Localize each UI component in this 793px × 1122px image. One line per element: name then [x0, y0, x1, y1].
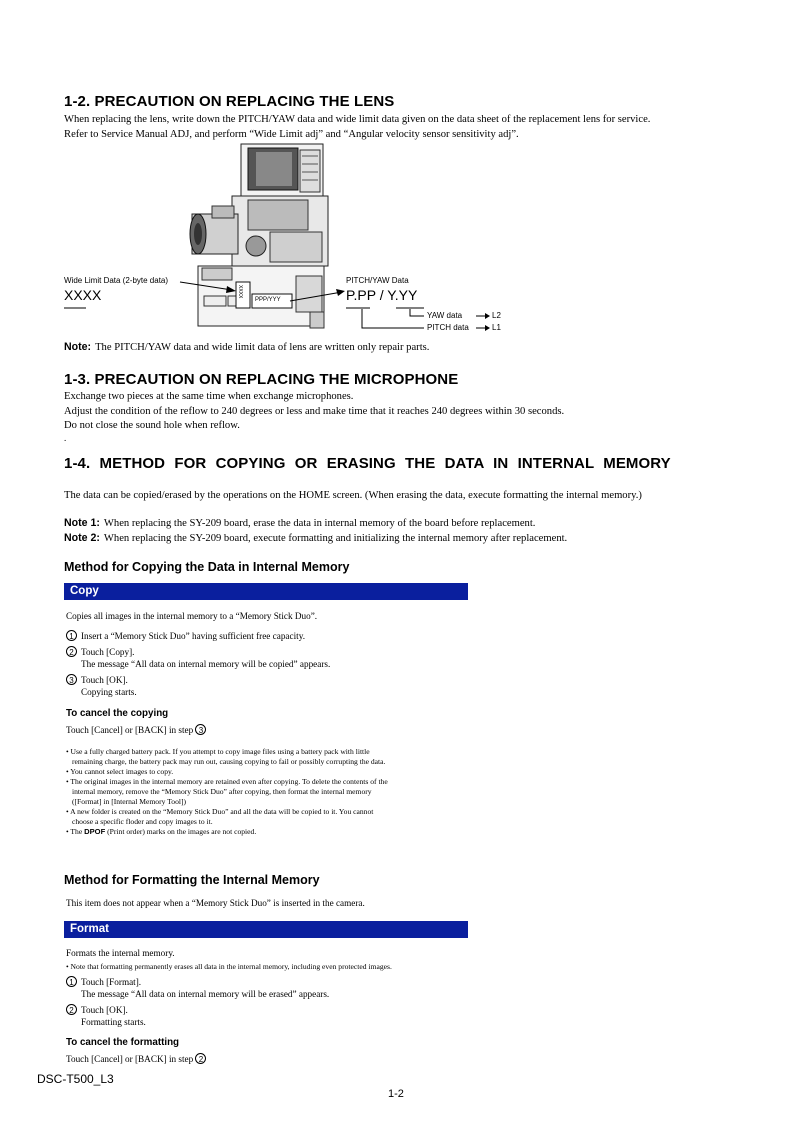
format-cancel-heading: To cancel the formatting — [66, 1037, 180, 1048]
internal-memory-intro: The data can be copied/erased by the operations on the HOME screen. (When erasing the data, execute formatting the internal memory.) — [64, 490, 642, 501]
format-bar: Format — [64, 921, 468, 938]
copy-description: Copies all images in the internal memory to a “Memory Stick Duo”. — [66, 611, 318, 621]
dpof-post: (Print order) marks on the images are not copied. — [105, 827, 257, 836]
format-step-1 — [66, 976, 329, 1000]
step-text: Touch [Copy]. — [81, 647, 135, 657]
step-subtext: Formatting starts. — [81, 1017, 146, 1027]
mic-line-1: Exchange two pieces at the same time when exchange microphones. — [64, 391, 354, 402]
copy-method-heading: Method for Copying the Data in Internal Memory — [64, 560, 350, 574]
copy-step-1 — [66, 630, 305, 642]
copy-note-line: ([Format] in [Internal Memory Tool]) — [72, 797, 187, 806]
mic-line-3: Do not close the sound hole when reflow. — [64, 420, 240, 431]
format-step-2 — [66, 1004, 146, 1028]
page-number: 1-2 — [388, 1088, 404, 1100]
step-text: Touch [OK]. — [81, 675, 128, 685]
copy-step-3 — [66, 674, 137, 698]
lens-note — [64, 341, 429, 353]
copy-note-line: • You cannot select images to copy. — [66, 767, 174, 776]
step-number: 3 — [66, 674, 77, 685]
cancel-text: Touch [Cancel] or [BACK] in step — [66, 1054, 194, 1064]
pitch-yaw-label: PITCH/YAW Data — [346, 276, 409, 285]
sticker-vertical-text: XXXX — [237, 285, 243, 299]
copy-note-line: • Use a fully charged battery pack. If you attempt to copy image files using a battery pack with little — [66, 747, 370, 756]
pitch-data-label: PITCH data — [427, 323, 469, 332]
step-text: Insert a “Memory Stick Duo” having sufficient free capacity. — [81, 631, 305, 641]
copy-note-line: • The original images in the internal memory are retained even after copying. To delete the contents of the — [66, 777, 388, 786]
dpof-pre: • The — [66, 827, 85, 836]
pitch-yaw-value: P.PP / Y.YY — [346, 287, 418, 303]
note-1-label: Note 1: — [64, 517, 100, 529]
note-2-text: When replacing the SY-209 board, execute formatting and initializing the internal memory after replacement. — [103, 533, 568, 544]
lens-note-text: The PITCH/YAW data and wide limit data of lens are written only repair parts. — [95, 342, 430, 353]
note-2-label: Note 2: — [64, 532, 100, 544]
sticker-label: PPP/YYY — [255, 297, 281, 303]
lens-note-label: Note: — [64, 341, 92, 353]
copy-cancel-heading: To cancel the copying — [66, 708, 169, 719]
yaw-dest-label: L2 — [492, 311, 501, 320]
copy-note-line: • A new folder is created on the “Memory Stick Duo” and all the data will be copied to it. You cannot — [66, 807, 374, 816]
format-note: • Note that formatting permanently erases all data in the internal memory, including even protected images. — [66, 962, 392, 971]
step-text: Touch [OK]. — [81, 1005, 128, 1015]
format-description: Formats the internal memory. — [66, 948, 175, 958]
copy-note-line: remaining charge, the battery pack may run out, causing copying to fail or possibly corrupting the data. — [72, 757, 386, 766]
model-footer: DSC-T500_L3 — [37, 1072, 114, 1086]
lens-text-line-2: Refer to Service Manual ADJ, and perform “Wide Limit adj” and “Angular velocity sensor sensitivity adj”. — [64, 129, 519, 140]
wide-limit-value: XXXX — [64, 287, 102, 303]
format-intro: This item does not appear when a “Memory Stick Duo” is inserted in the camera. — [66, 898, 365, 908]
step-number: 1 — [66, 630, 77, 641]
dpof-note-line — [66, 827, 388, 837]
step-subtext: The message “All data on internal memory will be copied” appears. — [81, 659, 331, 669]
yaw-data-label: YAW data — [427, 311, 463, 320]
step-number: 2 — [66, 1004, 77, 1015]
copy-bar: Copy — [64, 583, 468, 600]
mic-line-4: . — [64, 433, 67, 443]
section-heading-1-4: 1-4. METHOD FOR COPYING OR ERASING THE DATA IN INTERNAL MEMORY — [64, 455, 671, 472]
lens-text-line-1: When replacing the lens, write down the PITCH/YAW data and wide limit data given on the data sheet of the replacement lens for service. — [64, 114, 651, 125]
pitch-dest-label: L1 — [492, 323, 501, 332]
dpof-label: DPOF — [84, 827, 106, 836]
format-method-heading: Method for Formatting the Internal Memory — [64, 873, 320, 887]
note-2 — [64, 532, 567, 544]
copy-cancel-text — [66, 724, 210, 736]
copy-notes — [66, 747, 388, 837]
wide-limit-label: Wide Limit Data (2-byte data) — [64, 276, 169, 285]
step-subtext: Copying starts. — [81, 687, 137, 697]
step-text: Touch [Format]. — [81, 977, 142, 987]
step-number: 1 — [66, 976, 77, 987]
copy-step-2 — [66, 646, 330, 670]
copy-note-line: internal memory, remove the “Memory Stick Duo” after copying, then format the internal memory — [72, 787, 372, 796]
mic-line-2: Adjust the condition of the reflow to 240 degrees or less and make time that it reaches 240 degrees within 30 seconds. — [64, 406, 565, 417]
note-1-text: When replacing the SY-209 board, erase the data in internal memory of the board before replacement. — [103, 518, 536, 529]
step-number: 2 — [66, 646, 77, 657]
section-heading-1-3: 1-3. PRECAUTION ON REPLACING THE MICROPHONE — [64, 371, 459, 388]
note-1 — [64, 517, 535, 529]
section-heading-1-2: 1-2. PRECAUTION ON REPLACING THE LENS — [64, 93, 395, 110]
cancel-text: Touch [Cancel] or [BACK] in step — [66, 725, 194, 735]
step-number: 3 — [195, 724, 206, 735]
step-number: 2 — [195, 1053, 206, 1064]
copy-note-line: choose a specific floder and copy images to it. — [72, 817, 213, 826]
format-cancel-text — [66, 1053, 210, 1065]
step-subtext: The message “All data on internal memory will be erased” appears. — [81, 989, 330, 999]
